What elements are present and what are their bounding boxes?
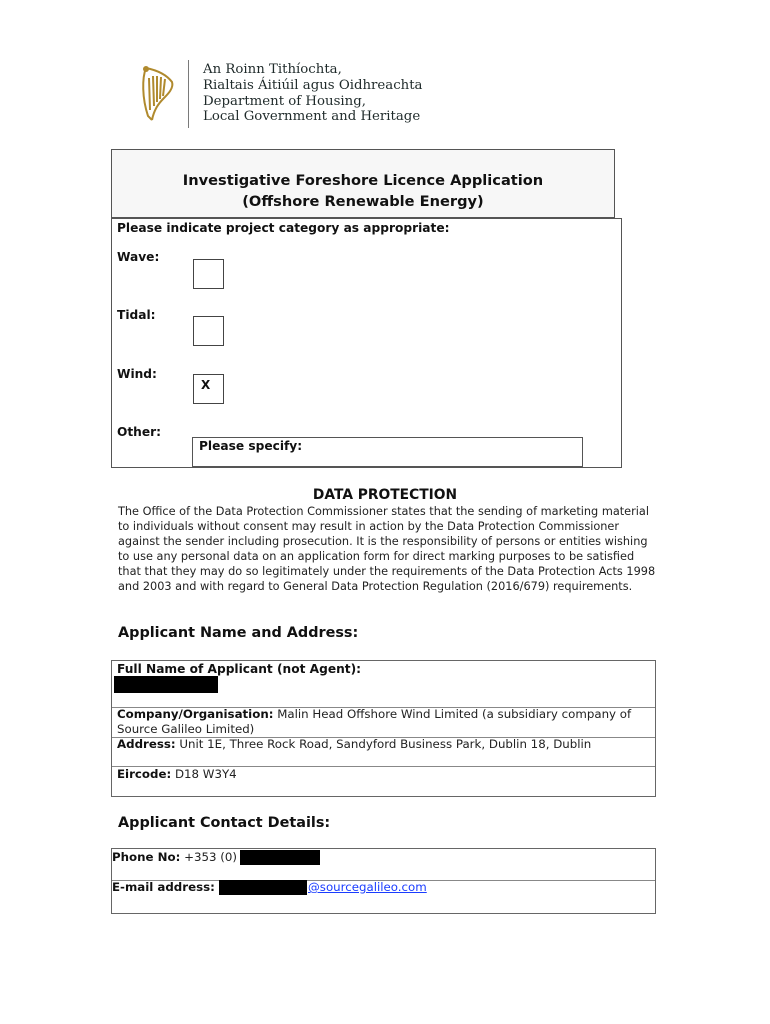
header-divider xyxy=(188,60,189,128)
wind-checkbox[interactable] xyxy=(193,374,224,404)
data-protection-heading: DATA PROTECTION xyxy=(312,487,458,503)
data-protection-text: The Office of the Data Protection Commissioner states that the sending of marketing material to individuals without consent may result in action by the Data Protection Commissioner against the sender including prosecution. It is the responsibility of persons or entities wishing to use any personal data on an application form for direct marking purposes to be satisfied that that they may do so legitimately under the requirements of the Data Protection Acts 1998 and 2003 and with regard to General Data Protection Regulation (2016/679) requirements. xyxy=(118,505,656,593)
email-domain-link[interactable]: @sourcegalileo.com xyxy=(308,880,427,894)
form-title-box xyxy=(111,149,615,218)
department-name xyxy=(203,62,422,125)
department-line: Local Government and Heritage xyxy=(203,109,421,125)
tidal-label: Tidal: xyxy=(117,308,156,322)
wind-checkbox-mark: X xyxy=(201,378,211,392)
phone-label: Phone No: xyxy=(112,850,181,864)
contact-heading: Applicant Contact Details: xyxy=(118,815,331,831)
other-label: Other: xyxy=(117,425,162,439)
harp-emblem-icon xyxy=(138,64,178,124)
phone-field xyxy=(112,850,237,864)
phone-prefix: +353 (0) xyxy=(184,850,237,864)
applicant-heading: Applicant Name and Address: xyxy=(118,625,359,641)
eircode-value: D18 W3Y4 xyxy=(174,767,237,781)
department-line: Rialtais Áitiúil agus Oidhreachta xyxy=(203,77,423,93)
project-category-box xyxy=(111,218,622,468)
redacted-email-user xyxy=(219,880,307,895)
wind-label: Wind: xyxy=(117,367,157,381)
address-label: Address: xyxy=(117,737,176,751)
other-specify-field[interactable] xyxy=(192,437,583,467)
address-value: Unit 1E, Three Rock Road, Sandyford Business Park, Dublin 18, Dublin xyxy=(179,737,592,751)
other-specify-label: Please specify: xyxy=(199,439,303,453)
company-label: Company/Organisation: xyxy=(117,707,274,721)
category-prompt: Please indicate project category as appropriate: xyxy=(117,221,450,235)
full-name-label: Full Name of Applicant (not Agent): xyxy=(117,662,362,676)
form-title: Investigative Foreshore Licence Application (Offshore Renewable Energy) xyxy=(182,172,544,210)
redacted-name xyxy=(114,676,218,693)
address-field xyxy=(117,737,591,751)
company-field xyxy=(117,707,647,737)
wave-label: Wave: xyxy=(117,250,160,264)
eircode-field xyxy=(117,767,237,781)
company-value: Malin Head Offshore Wind Limited (a subsidiary company of Source Galileo Limited) xyxy=(117,707,632,736)
eircode-label: Eircode: xyxy=(117,767,172,781)
email-field xyxy=(112,880,215,894)
redacted-phone xyxy=(240,850,320,865)
department-line: An Roinn Tithíochta, xyxy=(203,62,342,77)
wave-checkbox[interactable] xyxy=(193,259,224,289)
department-line: Department of Housing, xyxy=(203,93,366,109)
email-label: E-mail address: xyxy=(112,880,215,894)
tidal-checkbox[interactable] xyxy=(193,316,224,346)
